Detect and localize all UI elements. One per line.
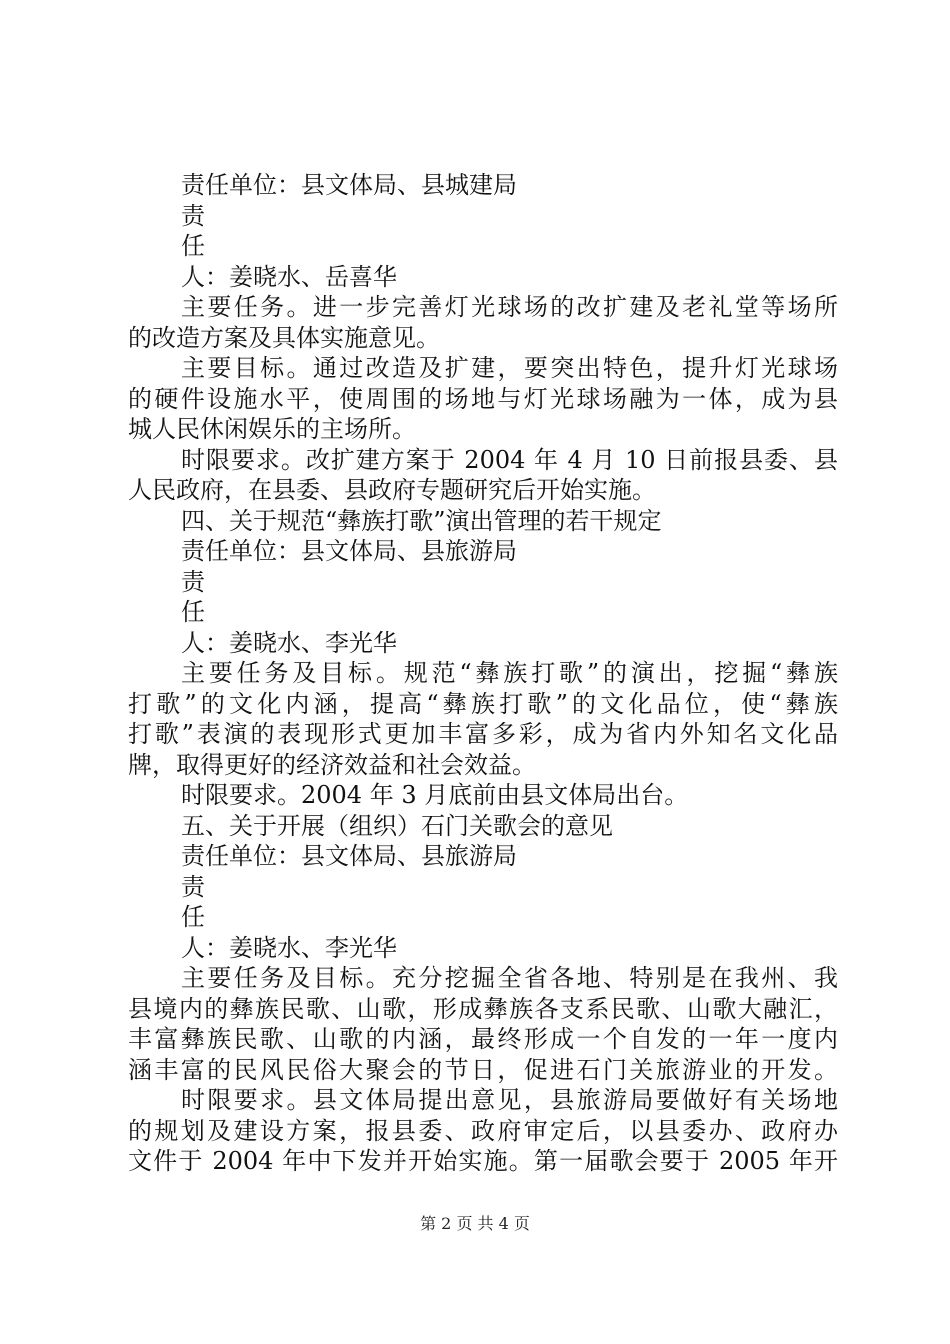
text-line: 人：姜晓水、岳喜华 — [181, 262, 397, 291]
text-line: 打歌”的文化内涵，提高“彝族打歌”的文化品位，使“彝族 — [128, 689, 838, 718]
page-number-label: 第 2 页 共 4 页 — [420, 1214, 530, 1233]
text-line: 的规划及建设方案，报县委、政府审定后，以县委办、政府办 — [128, 1116, 838, 1145]
text-line: 责 — [181, 567, 205, 596]
text-line: 时限要求。改扩建方案于 2004 年 4 月 10 日前报县委、县 — [181, 445, 838, 474]
text-line: 责 — [181, 201, 205, 230]
text-line: 的改造方案及具体实施意见。 — [128, 323, 440, 352]
text-line: 人：姜晓水、李光华 — [181, 933, 397, 962]
page-footer — [0, 1214, 950, 1234]
text-line: 五、关于开展（组织）石门关歌会的意见 — [181, 811, 613, 840]
text-line: 主要目标。通过改造及扩建，要突出特色，提升灯光球场 — [181, 354, 838, 382]
text-line: 任 — [181, 903, 205, 931]
text-line: 人：姜晓水、李光华 — [181, 628, 397, 657]
document-body — [128, 170, 838, 1177]
text-line: 打歌”表演的表现形式更加丰富多彩，成为省内外知名文化品 — [128, 720, 838, 748]
text-line: 责任单位：县文体局、县城建局 — [181, 171, 517, 199]
text-line: 县境内的彝族民歌、山歌，形成彝族各支系民歌、山歌大融汇， — [128, 994, 838, 1023]
text-line: 责任单位：县文体局、县旅游局 — [181, 537, 517, 565]
text-line: 责 — [181, 872, 205, 901]
text-line: 牌，取得更好的经济效益和社会效益。 — [128, 750, 536, 779]
text-line: 四、关于规范“彝族打歌”演出管理的若干规定 — [181, 506, 662, 535]
text-line: 任 — [181, 598, 205, 626]
text-line: 主要任务。进一步完善灯光球场的改扩建及老礼堂等场所 — [181, 293, 838, 321]
text-line: 城人民休闲娱乐的主场所。 — [128, 415, 416, 443]
text-line: 人民政府，在县委、县政府专题研究后开始实施。 — [128, 476, 656, 504]
text-line: 的硬件设施水平，使周围的场地与灯光球场融为一体，成为县 — [128, 384, 838, 413]
text-line: 文件于 2004 年中下发并开始实施。第一届歌会要于 2005 年开 — [128, 1147, 838, 1175]
text-line: 主要任务及目标。规范“彝族打歌”的演出，挖掘“彝族 — [181, 659, 838, 687]
text-line: 涵丰富的民风民俗大聚会的节日，促进石门关旅游业的开发。 — [128, 1055, 838, 1084]
text-line: 时限要求。2004 年 3 月底前由县文体局出台。 — [181, 781, 689, 809]
text-line: 责任单位：县文体局、县旅游局 — [181, 842, 517, 870]
text-line: 主要任务及目标。充分挖掘全省各地、特别是在我州、我 — [181, 964, 838, 992]
text-line: 丰富彝族民歌、山歌的内涵，最终形成一个自发的一年一度内 — [128, 1025, 838, 1053]
text-line: 任 — [181, 232, 205, 260]
text-line: 时限要求。县文体局提出意见，县旅游局要做好有关场地 — [181, 1086, 838, 1114]
